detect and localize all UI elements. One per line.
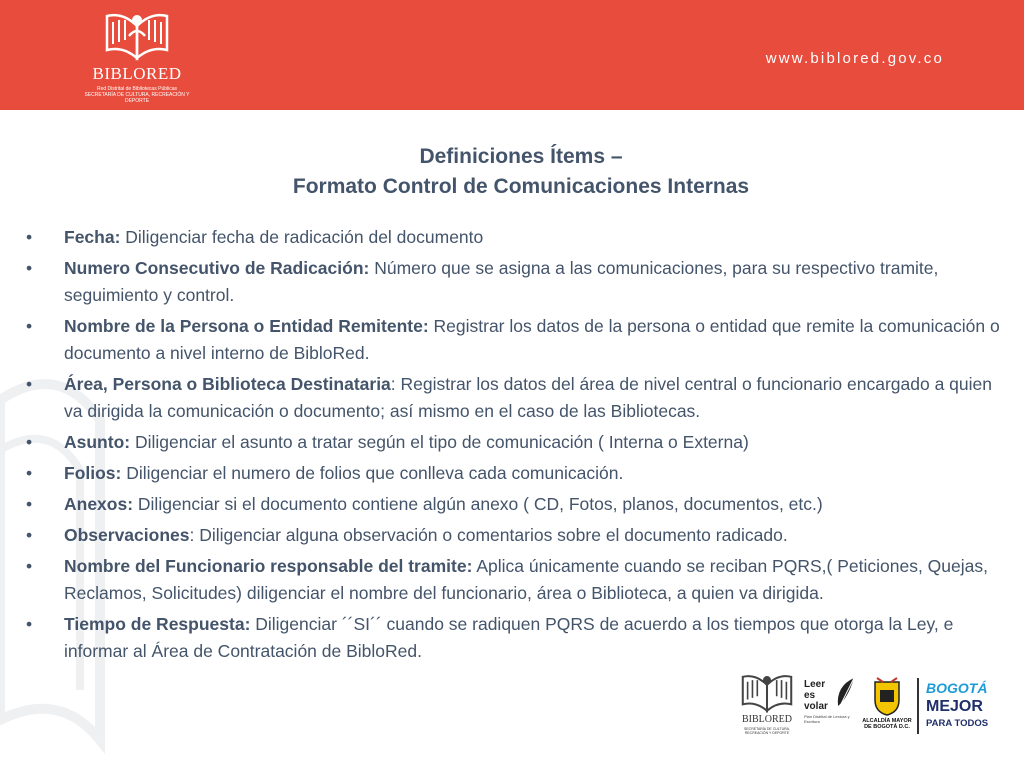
item-term: Nombre del Funcionario responsable del tramite:: [64, 556, 473, 576]
footer-logos: [730, 672, 1010, 742]
item-text: Diligenciar el asunto a tratar según el tipo de comunicación ( Interna o Externa): [130, 432, 749, 452]
list-item-destinataria: [26, 371, 1006, 425]
item-text: Registrar los datos de la persona o entidad que remite la comunicación o documento a nivel interno de BibloRed.: [64, 316, 1000, 363]
footer-biblored-wordmark: BIBLORED: [742, 714, 792, 725]
header-banner: [0, 0, 1024, 110]
item-term: Fecha:: [64, 227, 121, 247]
volar-word: volar: [804, 701, 828, 712]
item-term: Área, Persona o Biblioteca Destinataria: [64, 374, 391, 394]
open-book-icon: [103, 10, 171, 62]
item-text: Diligenciar ´´SI´´ cuando se radiquen PQRS de acuerdo a los tiempos que otorga la Ley, e informar al Área de Contratación de BibloRed.: [64, 614, 954, 661]
alcaldia-logo: [860, 676, 914, 740]
list-item-fecha: [26, 224, 1006, 251]
item-text: Número que se asigna a las comunicaciones, para su respectivo tramite, seguimiento y control.: [64, 258, 939, 305]
item-term: Asunto:: [64, 432, 131, 452]
logo-subtitle-secondary: SECRETARÍA DE CULTURA, RECREACIÓN Y DEPORTE: [84, 92, 190, 104]
coat-of-arms-icon: [873, 676, 901, 716]
website-url: www.biblored.gov.co: [765, 50, 944, 67]
alcaldia-caption: [860, 718, 914, 730]
list-item-observaciones: [26, 522, 1006, 549]
item-term: Folios:: [64, 463, 122, 483]
open-book-icon: [736, 672, 798, 714]
item-term: Numero Consecutivo de Radicación:: [64, 258, 370, 278]
leer-subtitle: Plan Distrital de Lectura y Escritura: [804, 714, 850, 724]
logo-divider: [917, 678, 919, 734]
item-term: Tiempo de Respuesta:: [64, 614, 251, 634]
list-item-numero-consecutivo: [26, 255, 1006, 309]
item-term: Observaciones: [64, 525, 190, 545]
list-item-remitente: [26, 313, 1006, 367]
item-text: Diligenciar fecha de radicación del documento: [120, 227, 484, 247]
feather-icon: [834, 676, 858, 710]
biblored-footer-logo: [736, 672, 798, 742]
leer-es-volar-logo: [804, 674, 860, 740]
list-item-folios: [26, 460, 1006, 487]
alcaldia-line-1: ALCALDÍA MAYOR: [862, 718, 912, 724]
title-line-1: Definiciones Ítems –: [419, 145, 623, 168]
item-term: Nombre de la Persona o Entidad Remitente:: [64, 316, 429, 336]
bogota-word: BOGOTÁ: [926, 680, 988, 696]
title-line-2: Formato Control de Comunicaciones Internas: [292, 175, 750, 198]
item-text: Aplica únicamente cuando se reciban PQRS,( Peticiones, Quejas, Reclamos, Solicitudes) diligenciar el nombre del funcionario, área o Biblioteca, a quien va dirigida.: [64, 556, 988, 603]
list-item-anexos: [26, 491, 1006, 518]
item-text: Diligenciar si el documento contiene algún anexo ( CD, Fotos, planos, documentos, etc.): [133, 494, 823, 514]
es-word: es: [804, 690, 816, 701]
bogota-mejor-logo: [924, 680, 1008, 736]
leer-word: Leer: [804, 679, 826, 690]
mejor-word: MEJOR: [926, 698, 983, 715]
logo-wordmark: BIBLORED: [92, 64, 182, 83]
item-text: : Diligenciar alguna observación o comentarios sobre el documento radicado.: [189, 525, 788, 545]
definitions-list: [26, 224, 1006, 669]
footer-biblored-subtitle: SECRETARÍA DE CULTURA, RECREACIÓN Y DEPORTE: [744, 727, 790, 735]
item-text: : Registrar los datos del área de nivel central o funcionario encargado a quien va dirigida la comunicación o documento; así mismo en el caso de las Bibliotecas.: [64, 374, 993, 421]
logo-subtitle: Red Distrital de Bibliotecas Públicas: [96, 86, 178, 92]
alcaldia-line-2: DE BOGOTÁ D.C.: [864, 724, 910, 730]
para-todos-word: PARA TODOS: [926, 718, 989, 729]
item-text: Diligenciar el numero de folios que conlleva cada comunicación.: [121, 463, 624, 483]
list-item-asunto: [26, 429, 1006, 456]
item-term: Anexos:: [64, 494, 134, 514]
biblored-logo: [78, 8, 196, 103]
list-item-funcionario: [26, 553, 1006, 607]
list-item-tiempo-respuesta: [26, 611, 1006, 665]
page-title: [0, 142, 1024, 202]
